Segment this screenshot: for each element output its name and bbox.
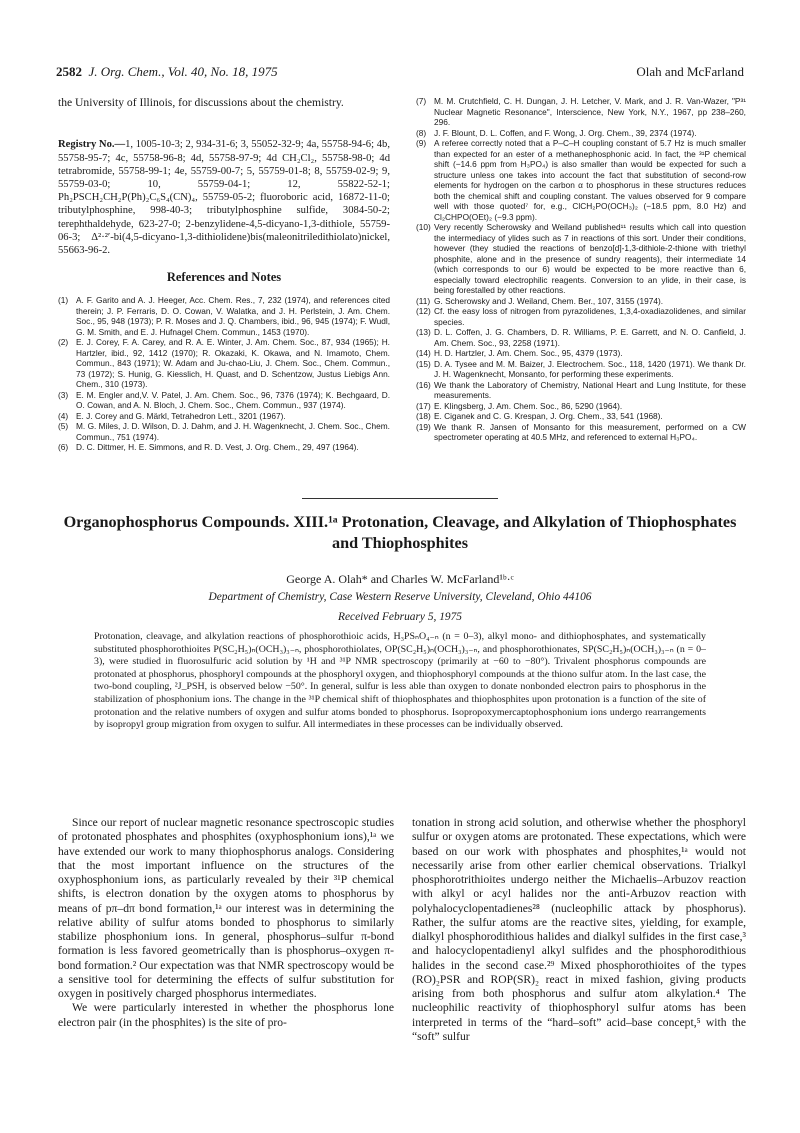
reference-item (416, 380, 746, 401)
reference-text: D. L. Coffen, J. G. Chambers, D. R. Williams, P. E. Garrett, and N. O. Canfield, J. Am. Chem. Soc., 93, 2258 (1971). (434, 327, 746, 348)
reference-number: (16) (416, 379, 431, 390)
reference-text: Very recently Scherowsky and Weiland published¹¹ results which call into question the intermediacy of ylides such as 7 in reactions of this sort. Under their conditions, however (they studied the reactions of benzo[d]-1,3-dithiole-2-thione with triethyl phosphite, alone and in the presence of sundry reagents), their intermediate 14 (which corresponds to our 6) would be expected to be more reactive than 6, especially toward electrophilic reagents. Conversion to an ylide, in their case, is being forestalled by other reactions. (434, 222, 746, 295)
reference-item (416, 222, 746, 296)
reference-text: A referee correctly noted that a P–C–H coupling constant of 5.7 Hz is much smaller than expected for an ester of a methanephosphonic acid. In fact, the ³¹P chemical shift (−14.6 ppm from H₃PO₄) is also smaller than would be expected for such a structure unless one takes into account the fact that substitution of second-row elements for hydrogen on the carbon α to phosphorus in these structures reduces both the chemical shift and coupling constant. The values observed for 9 compare well with those quoted⁷ for, e.g., ClCH₂PO(OCH₃)₂ (−18.5 ppm, 8.0 Hz) and Cl₂CHPO(OEt)₂ (−9.3 ppm). (434, 138, 746, 222)
body-right-column (412, 816, 746, 1044)
references-list-left (58, 295, 390, 453)
running-authors: Olah and McFarland (636, 64, 744, 79)
right-column-top (416, 96, 746, 443)
section-divider (302, 498, 498, 499)
reference-number: (6) (58, 442, 69, 453)
reference-text: D. A. Tysee and M. M. Baizer, J. Electrochem. Soc., 118, 1420 (1971). We thank Dr. J. H. Wagenknecht, Monsanto, for performing these experiments. (434, 358, 746, 379)
reference-number: (1) (58, 295, 69, 306)
reference-text: D. C. Dittmer, H. E. Simmons, and R. D. Vest, J. Org. Chem., 29, 497 (1964). (76, 442, 359, 453)
reference-item (58, 390, 390, 411)
reference-item (416, 306, 746, 327)
reference-item (58, 337, 390, 390)
reference-number: (5) (58, 421, 69, 432)
reference-number: (9) (416, 138, 427, 148)
acknowledgment-tail: the University of Illinois, for discussions about the chemistry. (58, 96, 344, 109)
reference-number: (8) (416, 127, 427, 138)
reference-number: (13) (416, 327, 431, 337)
reference-number: (11) (416, 295, 431, 306)
reference-text: We thank the Laboratory of Chemistry, National Heart and Lung Institute, for these measurements. (434, 379, 746, 400)
reference-number: (4) (58, 410, 69, 421)
body-paragraph-continued: tonation in strong acid solution, and otherwise whether the phosphoryl sulfur or oxygen atoms are protonated. These expectations, which were based on our work with phosphates and phosphites,¹ᵃ would not necessarily arise from other earlier chemical observations. Trialkyl phosphorotrithioites undergo neither the Michaelis–Arbuzov reaction with alkyl or acyl halides nor the anti-Arbuzov reaction with polyhalocyclopentadienes²⁸ (nucleophilic attack by phosphorus). Rather, the sulfur atoms are the reactive sites, yielding, for example, dialkyl phosphorodithious halides and dialkyl sulfides in the first case,³ and halocyclopentadienyl alkyl sulfides and the phosphorodithious halides in the second case.²⁹ Mixed phosphorothioites of the types (RO)₂PSR and ROP(SR)₂ react in mixed fashion, giving products arising from both phosphorus and sulfur atom alkylation.⁴ The nucleophilic reactivity of thiophosphoryl sulfur atoms has been interpreted in terms of the “hard–soft” acid–base concept,⁵ with the “soft” sulfur (412, 816, 746, 1043)
header-left (56, 64, 278, 80)
reference-text: E. J. Corey and G. Märkl, Tetrahedron Lett., 3201 (1967). (76, 410, 286, 421)
registry-label: Registry No.— (58, 139, 126, 151)
reference-item (416, 138, 746, 222)
left-column-top (58, 96, 390, 453)
reference-text: E. Ciganek and C. G. Krespan, J. Org. Chem., 33, 541 (1968). (434, 411, 663, 421)
reference-text: H. D. Hartzler, J. Am. Chem. Soc., 95, 4379 (1973). (434, 348, 623, 358)
reference-text: E. M. Engler and,V. V. Patel, J. Am. Chem. Soc., 96, 7376 (1974); K. Bechgaard, D. O. Cowan, and A. N. Bloch, J. Chem. Soc., Chem. Commun., 937 (1974). (76, 389, 390, 411)
reference-number: (10) (416, 222, 431, 232)
abstract: Protonation, cleavage, and alkylation reactions of phosphorothioic acids, H₃PSₙO₄₋ₙ (n = 0–3), alkyl mono- and dithiophosphates, and systematically substituted phosphorothioites P(SC₂H₅)ₙ(OCH₃)₃₋ₙ, phosphorothiolates, OP(SC₂H₅)ₙ(OCH₃)₃₋ₙ, and phosphorothionates, SP(SC₂H₅)ₙ(OCH₃)₃₋ₙ (n = 0–3), were studied in fluorosulfuric acid solution by ¹H and ³¹P NMR spectroscopy (primarily at −60 to −80°). Trivalent phosphorus compounds are protonated at phosphorus, phosphoryl compounds at the phosphoryl oxygen, and thiophosphoryl compounds at the thiono sulfur atom. In the last case, the two-bond coupling, ²J_PSH, is observed below −50°. In general, sulfur is less able than oxygen to donate nonbonded electron pairs to phosphorus in the stabilization of phosphonium ions. The change in the ³¹P chemical shift of thiophosphates and thiophosphites upon protonation is a function of the site of protonation and the relative numbers of oxygen and sulfur atoms bonded to phosphorus. Isopropoxymercaptophosphonium ions undergo rearrangements by isopropyl group migration from oxygen to sulfur. All intermediates in these processes can be individually observed. (94, 631, 706, 731)
reference-item (416, 348, 746, 359)
journal-volume: Vol. 40, No. 18, 1975 (167, 64, 278, 79)
journal-name: J. Org. Chem., (88, 64, 165, 79)
reference-item (416, 422, 746, 443)
reference-text: We thank R. Jansen of Monsanto for this measurement, performed on a CW spectrometer operating at 40.5 MHz, and referenced to external H₃PO₄. (434, 421, 746, 442)
reference-number: (18) (416, 411, 431, 421)
references-list-right (416, 96, 746, 443)
reference-item (416, 411, 746, 422)
reference-item (416, 327, 746, 348)
received-date: Received February 5, 1975 (338, 611, 462, 623)
reference-item (416, 401, 746, 412)
registry-text: 1, 1005-10-3; 2, 934-31-6; 3, 55052-32-9; 4a, 55758-94-6; 4b, 55758-95-7; 4c, 55758-96-8; 4d, 55758-97-9; 4d CH₂Cl₂, 55758-98-0; 4d tetrabromide, 55758-99-1; 4e, 55759-00-7; 5, 55759-01-8; 8, 55759-02-9; 9, 55759-03-0; 10, 55759-04-1; 12, 55822-52-1; Ph₂PSCH₂CH₂P(Ph)₂C₆S₄(CN)₄, 55759-05-2; fluoroboric acid, 16872-11-0; tributylphosphine, 998-40-3; tributylphosphine sulfide, 3084-50-2; terephthaldehyde, 623-27-0; 2-benzylidene-4,5-dicyano-1,3-dithiole, 55759-06-3; Δ²·²′-bi(4,5-dicyano-1,3-dithiolidene)bis(maleonitriledithiolato)nickel, 55663-96-2. (58, 139, 390, 256)
reference-item (416, 359, 746, 380)
reference-text: M. G. Miles, J. D. Wilson, D. J. Dahm, and J. H. Wagenknecht, J. Chem. Soc., Chem. Commun., 751 (1974). (76, 421, 390, 442)
references-heading: References and Notes (166, 270, 282, 285)
reference-number: (19) (416, 421, 431, 432)
reference-text: E. Klingsberg, J. Am. Chem. Soc., 86, 5290 (1964). (434, 400, 623, 411)
reference-number: (17) (416, 400, 431, 411)
reference-number: (14) (416, 348, 431, 358)
affiliation: Department of Chemistry, Case Western Reserve University, Cleveland, Ohio 44106 (208, 591, 592, 603)
page-number: 2582 (56, 64, 82, 79)
reference-text: E. J. Corey, F. A. Carey, and R. A. E. Winter, J. Am. Chem. Soc., 87, 934 (1965); H. Hartzler, ibid., 92, 1412 (1970); R. Okazaki, K. Okawa, and N. Imamoto, Chem. Commun., 843 (1971); W. Adam and Ju-chao-Liu, J. Chem. Soc., Chem. Commun., 73 (1972); S. Hunig, G. Kiesslich, H. Quast, and D. Schentzow, Justus Liebigs Ann. Chem., 310 (1973). (76, 337, 390, 390)
reference-item (58, 421, 390, 442)
reference-text: Cf. the easy loss of nitrogen from pyrazolidenes, 1,3,4-oxadiazolidenes, and similar species. (434, 306, 746, 327)
reference-item (58, 411, 390, 422)
reference-text: M. M. Crutchfield, C. H. Dungan, J. H. Letcher, V. Mark, and J. R. Van-Wazer, "P³¹ Nuclear Magnetic Resonance", Interscience, New York, N.Y., 1967, pp 238–260, 296. (434, 96, 746, 127)
running-header (56, 64, 744, 82)
reference-number: (2) (58, 337, 69, 348)
article-authors: George A. Olah* and Charles W. McFarland¹ᵇ·ᶜ (286, 572, 514, 586)
reference-item (416, 96, 746, 128)
reference-item (416, 128, 746, 139)
reference-item (58, 442, 390, 453)
reference-item (58, 295, 390, 337)
registry-numbers (58, 138, 390, 257)
reference-number: (3) (58, 389, 69, 400)
reference-text: G. Scherowsky and J. Weiland, Chem. Ber., 107, 3155 (1974). (434, 295, 664, 306)
body-paragraph-2: We were particularly interested in whether the phosphorus lone electron pair (in the phosphites) is the site of pro- (58, 1001, 394, 1029)
body-paragraph-1: Since our report of nuclear magnetic resonance spectroscopic studies of protonated phosphates and phosphites (oxyphosphonium ions),¹ᵃ we have extended our work to many thiophosphorus analogs. Considering that the most important influence on the structures of the oxyphosphonium ions, as particularly revealed by their ³¹P chemical shifts, is electron donation by the oxygen atoms to phosphorus by means of pπ–dπ bond formation,¹ᵃ our interest was in determining the relative ability of sulfur atoms bonded to phosphorus to similarly stabilize phosphonium ions. In general, phosphorus–sulfur π-bond formation is less favored geometrically than is phosphorus–oxygen π-bond formation.² Our expectation was that NMR spectroscopy would be a sensitive tool for determining the effects of sulfur substitution for oxygen in positively charged phosphorus intermediates. (58, 816, 394, 1000)
reference-number: (12) (416, 306, 431, 316)
reference-number: (7) (416, 96, 427, 106)
body-left-column (58, 816, 394, 1030)
reference-item (416, 296, 746, 307)
reference-number: (15) (416, 358, 431, 369)
article-title: Organophosphorus Compounds. XIII.¹ᵃ Protonation, Cleavage, and Alkylation of Thiophosphates and Thiophosphites (63, 513, 737, 552)
reference-text: A. F. Garito and A. J. Heeger, Acc. Chem. Res., 7, 232 (1974), and references cited therein; J. P. Ferraris, D. O. Cowan, V. Walatka, and J. H. Perlstein, J. Am. Chem. Soc., 95, 948 (1973); P. R. Moses and J. Q. Chambers, ibid., 96, 945 (1974); F. Wudl, G. M. Smith, and E. J. Hufnagel Chem. Commun., 1453 (1970). (76, 295, 390, 337)
reference-text: J. F. Blount, D. L. Coffen, and F. Wong, J. Org. Chem., 39, 2374 (1974). (434, 127, 697, 138)
